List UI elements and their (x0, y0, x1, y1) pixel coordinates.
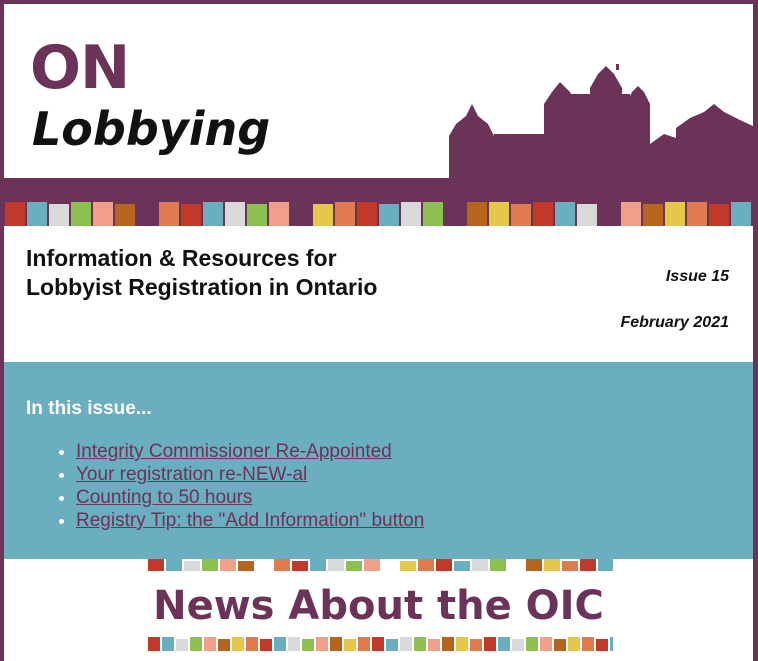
toc-link-registry-tip[interactable]: Registry Tip: the "Add Information" button (76, 510, 425, 531)
toc-link-registration-renewal[interactable]: Your registration re-NEW-al (76, 464, 308, 485)
issue-date: February 2021 (620, 314, 729, 331)
table-of-contents (4, 362, 753, 559)
masthead (4, 226, 753, 362)
issue-number: Issue 15 (665, 268, 729, 285)
list-item (76, 463, 424, 486)
section-title: News About the OIC (153, 583, 604, 629)
toc-link-counting-hours[interactable]: Counting to 50 hours (76, 487, 253, 508)
list-item (76, 486, 424, 509)
legislature-skyline-icon (4, 64, 753, 204)
section-mosaic-bottom (147, 637, 613, 651)
toc-list (26, 440, 424, 532)
mosaic-strip (4, 202, 753, 226)
logo-lobbying: Lobbying (32, 102, 271, 156)
section-banner (4, 559, 753, 661)
list-item (76, 440, 424, 463)
list-item (76, 509, 424, 532)
toc-link-integrity-commissioner[interactable]: Integrity Commissioner Re-Appointed (76, 441, 392, 462)
header-banner (4, 4, 753, 226)
newsletter-title: Information & Resources for Lobbyist Registration in Ontario (26, 245, 378, 300)
logo-on: ON (30, 33, 130, 103)
toc-heading: In this issue... (26, 398, 152, 419)
section-mosaic-top (147, 559, 613, 571)
newsletter-frame (4, 4, 753, 661)
